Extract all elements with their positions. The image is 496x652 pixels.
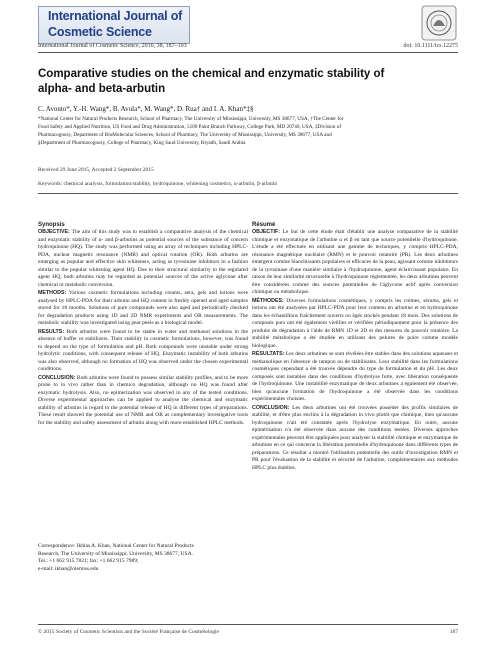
author-list: C. Avonto*, Y.-H. Wang*, B. Avula*, M. Wang*, D. Rua† and I. A. Khan*‡§ — [38, 105, 254, 113]
synopsis-conclusion: CONCLUSION: Both arbutins were found to possess similar stability profiles, and to be more prone to in vivo rather than in chemico degradation, although no HQ was found after enzymatic hydrolysis. Also, no epimerization was observed in any of the tested conditions. Diverse experimental approaches can be applied to analyse the chemical and enzymatic stability of arbutins in regard to the potential release of HQ in different types of preparations. These result showed the potential use of NMR and OR as complementary investigative tools for the stability and safety assessment of arbutin along with more established HPLC methods. — [38, 374, 248, 426]
resume-conclusion-label: CONCLUSION: — [252, 404, 290, 411]
synopsis-methods: METHODS: Various cosmetic formulations including creams, sera, gels and lotions were analysed by HPLC-PDA for their arbutin and HQ content in freshly opened and aged samples stored for 18 months. Solutions of pure compounds were also aged and periodically checked for degradation products using 1D and 2D NMR experiments and OR measurements. The metabolic stability was investigated using pear peels as a biological model. — [38, 290, 249, 326]
correspondence — [38, 543, 248, 573]
keywords — [38, 181, 277, 187]
synopsis-results: RESULTS: Both arbutins were found to be stable in water and methanol solutions in the absence of buffer or stabilizers. Their stability in cosmetic formulations, however, was found to depend on the type of formulation and pH. Both compounds were unstable under strong hydrolytic conditions, with consequent release of HQ. Enzymatic instability of both arbutins was also observed, although no formation of HQ was observed under the chosen experimental conditions. — [38, 328, 248, 372]
synopsis-methods-label: METHODS: — [38, 290, 67, 296]
synopsis-results-label: RESULTS: — [38, 328, 65, 335]
synopsis-body — [38, 229, 248, 428]
keywords-rule — [38, 193, 458, 194]
affiliation-line: §Department of Pharmacognosy, College of Pharmacy, King Saud University, Riyadh, Saudi Arabia — [38, 140, 246, 146]
synopsis-conclusion-label: CONCLUSION: — [38, 374, 76, 381]
resume-results-label: RÉSULTATS: — [252, 351, 285, 357]
synopsis-objective: OBJECTIVE: The aim of this study was to establish a comparative analysis of the chemical and enzymatic stability of α- and β-arbutins as potential sources of the substance of concern hydroquinone (HQ). The study was performed using an array of techniques including HPLC-PDA, nuclear magnetic resonance (NMR) and optical rotation (OR). Both arbutins are emerging as popular and effective skin whiteners, acting as tyrosinase inhibitors in a fashion similar to the popular whitening agent HQ. Due to their structural similarity to the regulated agent HQ, both arbutins may be regarded as potential sources of the active aglycone after chemical or metabolic conversion. — [38, 229, 248, 288]
synopsis-heading: Synopsis — [38, 222, 65, 228]
resume-objective: OBJECTIF: Le but de cette étude était d'établir une analyse comparative de la stabilité chimique et enzymatique de l'arbutine α et β en tant que source potentielle d'hydroquinone. L'étude a été effectuée en utilisant une gamme de techniques, y compris HPLC-PDA, résonance magnétique nucléaire (RMN) et le pouvoir rotatoire (PR). Les deux arbutines émergent comme blanchissants populaires et efficaces de la peau, agissant comme inhibiteurs de la tyrosinase d'une manière similaire à l'hydroquinone, agent éclaircissant populaire. En raison de leur similarité structurelle à l'hydroquinone réglementée, les deux arbutines peuvent être considérées comme des sources potentielles de l'aglycone actif après conversion chimique ou métabolique. — [252, 229, 458, 295]
synopsis-objective-label: OBJECTIVE: — [38, 229, 70, 235]
correspondence-email[interactable]: e-mail: ikhan@olemiss.edu — [38, 565, 99, 572]
correspondence-line: Tel.: +1 662 915 7821; fax: +1 662 915 7989; — [38, 558, 139, 564]
affiliation-line: *National Center for Natural Products Research, School of Pharmacy, The University of Mississippi, University, MS 38677, USA, †The Center for — [38, 116, 344, 122]
affiliation-line: Food Safety and Applied Nutrition, US Food and Drug Administration, 5100 Paint Branch Parkway, College Park, MD 20740, USA, ‡Division of — [38, 124, 342, 130]
running-header-doi: doi: 10.1111/ics.12275 — [403, 43, 458, 49]
resume-body — [252, 229, 458, 473]
affiliation-line: Pharmacognosy, Department of BioMolecular Sciences, School of Pharmacy, The University of Mississippi, University, MS 38677, USA and — [38, 132, 332, 138]
keywords-label: Keywords: — [38, 181, 63, 187]
journal-seal-icon — [420, 4, 458, 42]
resume-heading: Résumé — [252, 222, 276, 228]
resume-methods: MÉTHODES: Diverses formulations cosmétiques, y compris les crèmes, sérums, gels et lotions ont été analysées par HPLC-PDA pour leur contenu en arbutine et en hydroquinone dans les échantillons fraîchement ouverts ou âgés stockés pendant 18 mois. Des solutions de composés purs ont été également vieillies et vérifiées périodiquement pour la présence des produits de dégradation à l'aide de RMN 1D et 2D et des mesures du pouvoir rotatoire. La stabilité métabolique a été étudiée en utilisant des pelures de poire comme modèle biologique. — [252, 297, 458, 349]
resume-objective-label: OBJECTIF: — [252, 229, 280, 235]
footer-rule — [38, 624, 458, 625]
keywords-list: chemical analysis, formulation/stability, hydroquinone, whitening cosmetics, α-arbutin, β-arbutin — [63, 181, 278, 187]
running-header-citation: International Journal of Cosmetic Science, 2016, 38, 187–193 — [38, 43, 187, 49]
journal-banner-line1: International Journal of — [48, 9, 183, 23]
header-rule — [38, 52, 458, 53]
affiliations — [38, 115, 458, 147]
article-title — [38, 67, 458, 97]
footer-copyright: © 2015 Society of Cosmetic Scientists and the Société Française de Cosmétologie — [38, 629, 219, 635]
resume-results: RÉSULTATS: Les deux arbutines se sont révélées être stables dans des solutions aqueuses et méthanolique en l'absence de tampon ou de stabilisants. Leur stabilité dans les formulations cosmétiques cependant a été trouvée dépendre du type de formulation et du pH. Les deux composés sont instables dans des conditions d'hydrolyse forte, avec libération conséquente de l'hydroquinone. Une instabilité enzymatique de deux arbutines a également été observée, bien qu'aucune formation de l'hydroquinone a été observée dans les conditions expérimentales choisies. — [252, 351, 459, 402]
received-accepted-dates: Received 29 June 2015, Accepted 2 September 2015 — [38, 167, 154, 173]
resume-conclusion: CONCLUSION: Les deux arbutines ont été trouvées posséder des profils similaires de stabilité, et d'être plus enclins à la dégradation in vivo plutôt que chimique, bien qu'aucune hydroquinone n'ait été constatée après l'hydrolyse enzymatique. En outre, aucune épimérisation n'a été observée dans aucune des conditions testées. Diverses approches expérimentales peuvent être appliquées pour analyser la stabilité chimique et enzymatique de arbutines en ce qui concerne la libération potentielle d'hydroquinone dans différents types de préparations. Ce résultat a montré l'utilisation potentielle des outils d'investigation RMN et PR pour l'évaluation de la stabilité et sécurité de l'arbutine, complémentaires aux méthodes HPLC plus établies. — [252, 404, 458, 471]
article-title-line1: Comparative studies on the chemical and enzymatic stability of — [38, 68, 385, 80]
journal-banner-line2: Cosmetic Science — [48, 25, 152, 39]
correspondence-line: Research, The University of Mississippi, University, MS 38677, USA. — [38, 550, 193, 557]
resume-methods-label: MÉTHODES: — [252, 297, 284, 304]
correspondence-line: Correspondence: Ikhlas A. Khan, National Center for Natural Products — [38, 543, 194, 549]
page-number: 187 — [449, 629, 458, 635]
journal-banner — [38, 6, 190, 44]
article-title-line2: alpha- and beta-arbutin — [38, 83, 166, 95]
